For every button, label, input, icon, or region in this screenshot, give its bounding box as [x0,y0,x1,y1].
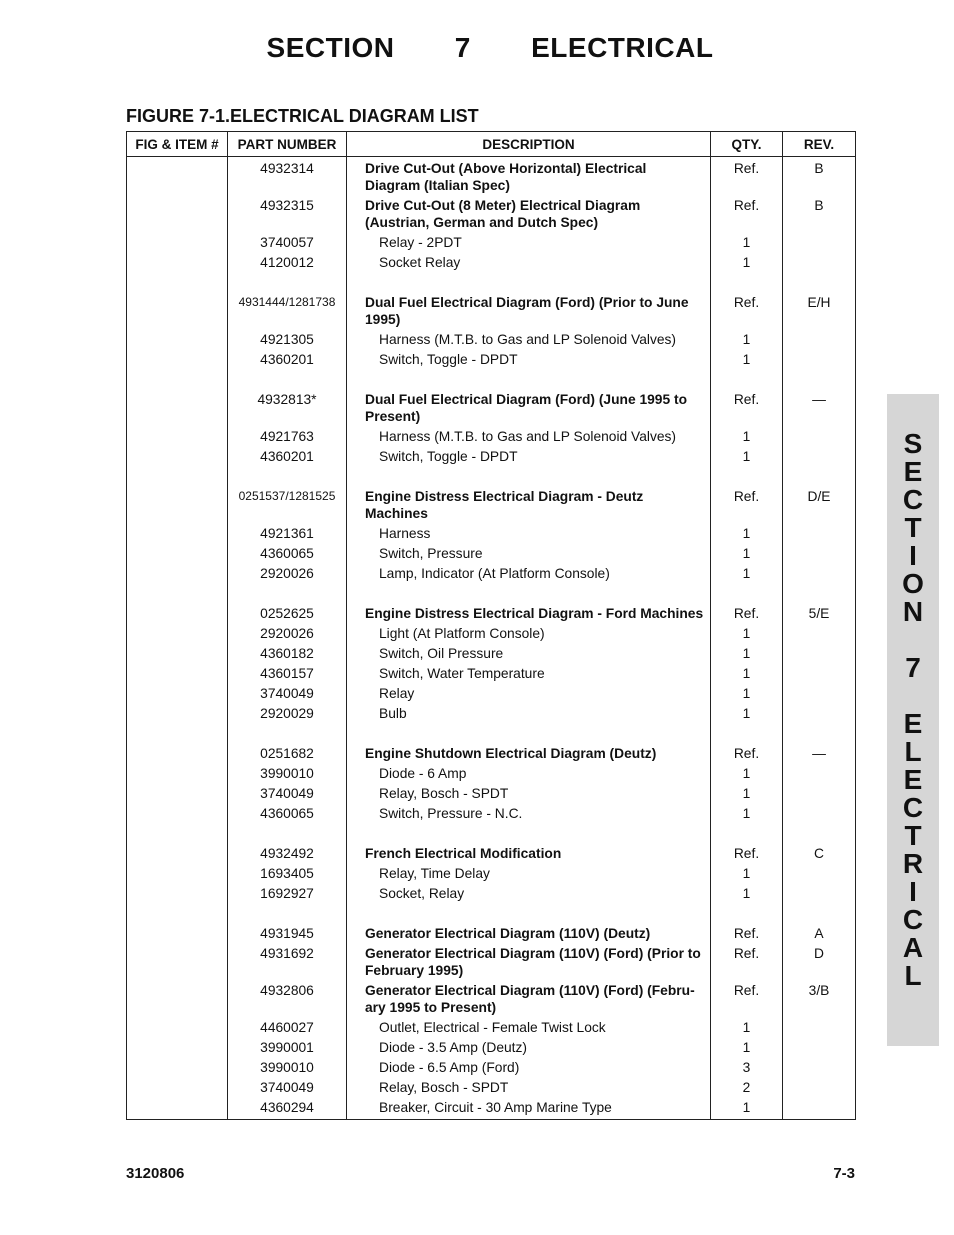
part-number-cell: 4932806 [228,982,347,1019]
document-number: 3120806 [126,1165,185,1182]
table-row [127,351,856,371]
fig-item-cell [127,274,228,331]
fig-item-cell [127,765,228,785]
table-row [127,645,856,665]
part-number-cell: 3740049 [228,685,347,705]
part-number-cell: 4932315 [228,197,347,234]
description-cell: Generator Electrical Diagram (110V) (Deutz) [347,905,711,945]
part-number-cell: 1692927 [228,885,347,905]
qty-cell: Ref. [711,585,783,625]
fig-item-cell [127,1099,228,1120]
table-row [127,685,856,705]
fig-item-cell [127,825,228,865]
qty-cell: Ref. [711,197,783,234]
fig-item-cell [127,905,228,945]
table-header-row [127,132,856,157]
side-tab-label: S E C T I O N 7 E L E C T R I C A L [902,428,924,991]
column-header-part-number: PART NUMBER [228,132,347,157]
part-number-cell: 4360201 [228,448,347,468]
fig-item-cell [127,945,228,982]
qty-cell: 1 [711,545,783,565]
description-cell: Generator Electrical Diagram (110V) (Ford) (Febru-ary 1995 to Present) [347,982,711,1019]
qty-cell: 1 [711,351,783,371]
fig-item-cell [127,371,228,428]
table-row [127,274,856,331]
rev-cell: D [783,945,856,982]
table-row [127,428,856,448]
description-cell: Drive Cut-Out (Above Horizontal) Electrical Diagram (Italian Spec) [347,157,711,198]
fig-item-cell [127,351,228,371]
fig-item-cell [127,1079,228,1099]
table-row [127,705,856,725]
rev-cell [783,625,856,645]
qty-cell: 2 [711,1079,783,1099]
part-number-cell: 4360201 [228,351,347,371]
description-cell: Lamp, Indicator (At Platform Console) [347,565,711,585]
fig-item-cell [127,234,228,254]
fig-item-cell [127,645,228,665]
rev-cell [783,254,856,274]
rev-cell: C [783,825,856,865]
description-cell: Diode - 6.5 Amp (Ford) [347,1059,711,1079]
rev-cell [783,331,856,351]
fig-item-cell [127,157,228,198]
part-number-cell: 3990010 [228,765,347,785]
rev-cell [783,1079,856,1099]
fig-item-cell [127,885,228,905]
fig-item-cell [127,1059,228,1079]
description-cell: Engine Shutdown Electrical Diagram (Deutz) [347,725,711,765]
rev-cell [783,1039,856,1059]
part-number-cell: 3990010 [228,1059,347,1079]
qty-cell: Ref. [711,371,783,428]
description-cell: Switch, Pressure [347,545,711,565]
part-number-cell: 4360182 [228,645,347,665]
part-number-cell: 2920026 [228,625,347,645]
description-cell: Switch, Oil Pressure [347,645,711,665]
fig-item-cell [127,254,228,274]
description-cell: Socket Relay [347,254,711,274]
fig-item-cell [127,1019,228,1039]
table-row [127,234,856,254]
fig-item-cell [127,448,228,468]
rev-cell [783,351,856,371]
description-cell: Engine Distress Electrical Diagram - Deutz Machines [347,468,711,525]
qty-cell: 1 [711,428,783,448]
qty-cell: 1 [711,448,783,468]
rev-cell: B [783,197,856,234]
column-header-description: DESCRIPTION [347,132,711,157]
description-cell: Switch, Pressure - N.C. [347,805,711,825]
qty-cell: 1 [711,785,783,805]
page-number: 7-3 [833,1165,855,1182]
fig-item-cell [127,525,228,545]
description-cell: Harness (M.T.B. to Gas and LP Solenoid Valves) [347,331,711,351]
part-number-cell: 4360065 [228,545,347,565]
part-number-cell: 4932492 [228,825,347,865]
table-row [127,371,856,428]
description-cell: French Electrical Modification [347,825,711,865]
qty-cell: 1 [711,685,783,705]
qty-cell: 1 [711,331,783,351]
table-row [127,545,856,565]
rev-cell: 5/E [783,585,856,625]
description-cell: Drive Cut-Out (8 Meter) Electrical Diagram (Austrian, German and Dutch Spec) [347,197,711,234]
qty-cell: 1 [711,765,783,785]
qty-cell: 1 [711,705,783,725]
rev-cell [783,885,856,905]
description-cell: Outlet, Electrical - Female Twist Lock [347,1019,711,1039]
table-row [127,665,856,685]
description-cell: Relay [347,685,711,705]
table-row [127,1099,856,1120]
description-cell: Dual Fuel Electrical Diagram (Ford) (Prior to June 1995) [347,274,711,331]
qty-cell: 1 [711,665,783,685]
table-row [127,625,856,645]
part-number-cell: 0252625 [228,585,347,625]
description-cell: Relay, Bosch - SPDT [347,785,711,805]
qty-cell: 1 [711,234,783,254]
rev-cell [783,234,856,254]
description-cell: Light (At Platform Console) [347,625,711,645]
description-cell: Switch, Toggle - DPDT [347,351,711,371]
table-row [127,805,856,825]
rev-cell [783,525,856,545]
part-number-cell: 0251682 [228,725,347,765]
qty-cell: Ref. [711,157,783,198]
description-cell: Bulb [347,705,711,725]
rev-cell: 3/B [783,982,856,1019]
table-row [127,725,856,765]
part-number-cell: 4921305 [228,331,347,351]
part-number-cell: 4932813* [228,371,347,428]
table-row [127,982,856,1019]
rev-cell [783,1059,856,1079]
part-number-cell: 4931945 [228,905,347,945]
fig-item-cell [127,1039,228,1059]
qty-cell: Ref. [711,982,783,1019]
qty-cell: 1 [711,1039,783,1059]
rev-cell [783,665,856,685]
part-number-cell: 2920026 [228,565,347,585]
rev-cell [783,685,856,705]
part-number-cell: 4931692 [228,945,347,982]
qty-cell: 3 [711,1059,783,1079]
part-number-cell: 4360157 [228,665,347,685]
fig-item-cell [127,565,228,585]
rev-cell: — [783,725,856,765]
table-row [127,1059,856,1079]
qty-cell: 1 [711,525,783,545]
description-cell: Diode - 3.5 Amp (Deutz) [347,1039,711,1059]
part-number-cell: 3740049 [228,785,347,805]
rev-cell [783,448,856,468]
rev-cell: E/H [783,274,856,331]
fig-item-cell [127,865,228,885]
description-cell: Relay - 2PDT [347,234,711,254]
table-row [127,448,856,468]
part-number-cell: 3740057 [228,234,347,254]
table-row [127,585,856,625]
qty-cell: Ref. [711,468,783,525]
section-side-tab [887,394,939,1046]
qty-cell: Ref. [711,725,783,765]
fig-item-cell [127,585,228,625]
table-row [127,565,856,585]
parts-table-body [127,157,856,1120]
fig-item-cell [127,545,228,565]
fig-item-cell [127,331,228,351]
description-cell: Harness [347,525,711,545]
rev-cell [783,765,856,785]
part-number-cell: 4460027 [228,1019,347,1039]
fig-item-cell [127,428,228,448]
rev-cell [783,705,856,725]
rev-cell [783,1019,856,1039]
description-cell: Relay, Time Delay [347,865,711,885]
description-cell: Dual Fuel Electrical Diagram (Ford) (June 1995 to Present) [347,371,711,428]
description-cell: Engine Distress Electrical Diagram - Ford Machines [347,585,711,625]
table-row [127,945,856,982]
fig-item-cell [127,197,228,234]
table-row [127,905,856,945]
part-number-cell: 1693405 [228,865,347,885]
description-cell: Generator Electrical Diagram (110V) (Ford) (Prior to February 1995) [347,945,711,982]
description-cell: Switch, Toggle - DPDT [347,448,711,468]
qty-cell: 1 [711,645,783,665]
column-header-rev: REV. [783,132,856,157]
part-number-cell: 4921763 [228,428,347,448]
rev-cell: B [783,157,856,198]
table-row [127,785,856,805]
figure-title: FIGURE 7-1.ELECTRICAL DIAGRAM LIST [126,106,479,126]
part-number-cell: 3990001 [228,1039,347,1059]
fig-item-cell [127,785,228,805]
qty-cell: Ref. [711,274,783,331]
rev-cell: A [783,905,856,945]
part-number-cell: 3740049 [228,1079,347,1099]
fig-item-cell [127,625,228,645]
table-row [127,765,856,785]
column-header-fig-item: FIG & ITEM # [127,132,228,157]
column-header-qty: QTY. [711,132,783,157]
rev-cell: — [783,371,856,428]
table-row [127,254,856,274]
part-number-cell: 2920029 [228,705,347,725]
description-cell: Harness (M.T.B. to Gas and LP Solenoid Valves) [347,428,711,448]
rev-cell [783,805,856,825]
table-row [127,825,856,865]
part-number-cell: 4931444/1281738 [228,274,347,331]
description-cell: Breaker, Circuit - 30 Amp Marine Type [347,1099,711,1120]
fig-item-cell [127,685,228,705]
rev-cell: D/E [783,468,856,525]
description-cell: Relay, Bosch - SPDT [347,1079,711,1099]
rev-cell [783,545,856,565]
table-row [127,197,856,234]
fig-item-cell [127,468,228,525]
rev-cell [783,865,856,885]
description-cell: Diode - 6 Amp [347,765,711,785]
fig-item-cell [127,665,228,685]
part-number-cell: 4360294 [228,1099,347,1120]
table-row [127,157,856,198]
qty-cell: Ref. [711,825,783,865]
fig-item-cell [127,705,228,725]
part-number-cell: 4120012 [228,254,347,274]
qty-cell: 1 [711,625,783,645]
qty-cell: 1 [711,565,783,585]
table-row [127,468,856,525]
table-row [127,331,856,351]
qty-cell: 1 [711,865,783,885]
parts-table [126,131,856,1120]
qty-cell: 1 [711,885,783,905]
table-row [127,865,856,885]
table-row [127,885,856,905]
table-row [127,1019,856,1039]
table-row [127,1079,856,1099]
rev-cell [783,428,856,448]
part-number-cell: 4360065 [228,805,347,825]
part-number-cell: 4921361 [228,525,347,545]
rev-cell [783,565,856,585]
fig-item-cell [127,982,228,1019]
description-cell: Switch, Water Temperature [347,665,711,685]
section-title: SECTION 7 ELECTRICAL [266,32,714,63]
fig-item-cell [127,805,228,825]
qty-cell: Ref. [711,905,783,945]
description-cell: Socket, Relay [347,885,711,905]
rev-cell [783,645,856,665]
rev-cell [783,1099,856,1120]
qty-cell: 1 [711,805,783,825]
table-row [127,1039,856,1059]
fig-item-cell [127,725,228,765]
table-row [127,525,856,545]
part-number-cell: 4932314 [228,157,347,198]
qty-cell: 1 [711,1019,783,1039]
rev-cell [783,785,856,805]
qty-cell: 1 [711,254,783,274]
qty-cell: Ref. [711,945,783,982]
part-number-cell: 0251537/1281525 [228,468,347,525]
qty-cell: 1 [711,1099,783,1120]
